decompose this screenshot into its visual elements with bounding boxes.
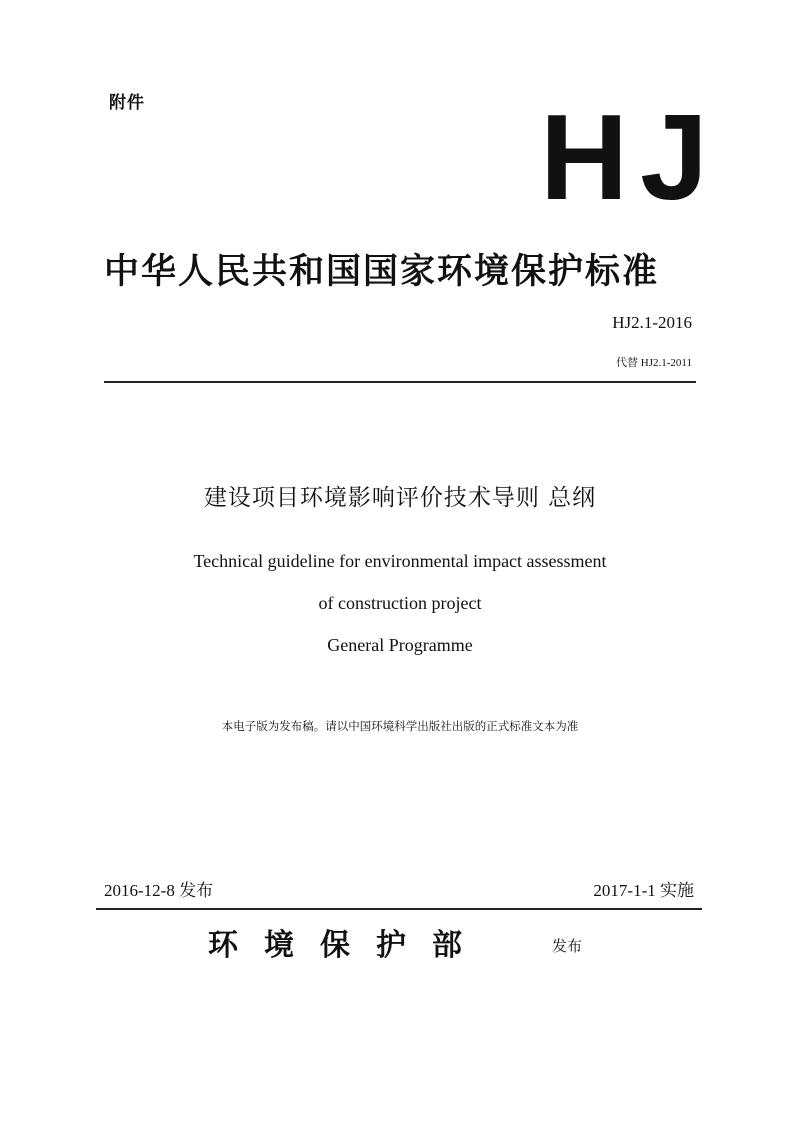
top-divider [104,381,696,383]
hj-standard-logo: HJ [540,89,720,225]
attachment-label: 附件 [109,93,145,113]
national-standard-title: 中华人民共和国国家环境保护标准 [104,252,660,292]
document-title-english-line3: General Programme [327,635,473,655]
issuing-ministry: 环境保护部 [208,928,488,963]
issue-date: 2016-12-8 发布 [104,881,214,900]
implementation-date: 2017-1-1 实施 [593,881,694,900]
document-title-english-line2: of construction project [318,593,482,613]
document-title-chinese: 建设项目环境影响评价技术导则 总纲 [203,485,597,511]
standard-number: HJ2.1-2016 [612,313,692,332]
replaces-standard: 代替 HJ2.1-2011 [616,357,692,369]
bottom-divider [96,908,702,910]
document-title-english-line1: Technical guideline for environmental impact assessment [193,551,607,571]
electronic-version-notice: 本电子版为发布稿。请以中国环境科学出版社出版的正式标准文本为准 [221,719,579,733]
publish-label: 发布 [552,937,583,955]
